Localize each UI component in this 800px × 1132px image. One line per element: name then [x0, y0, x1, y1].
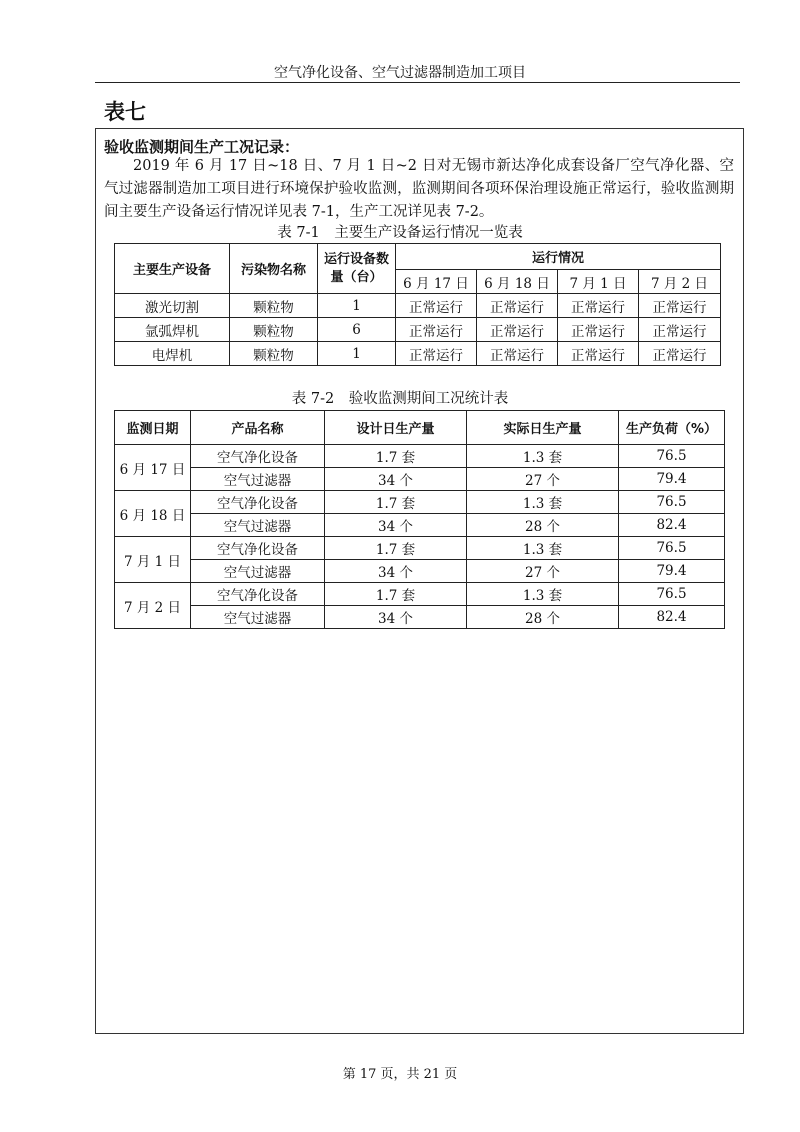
date-cell: 6 月 17 日	[115, 445, 191, 491]
status-cell: 正常运行	[558, 318, 639, 342]
table-row	[115, 294, 721, 318]
count-cell: 1	[318, 294, 396, 318]
load-cell: 76.5	[619, 445, 725, 468]
design-cell: 1.7 套	[325, 537, 467, 560]
status-cell: 正常运行	[639, 318, 721, 342]
header-product: 产品名称	[191, 411, 325, 445]
header-count: 运行设备数量（台）	[318, 244, 396, 294]
status-cell: 正常运行	[396, 342, 477, 366]
count-cell: 1	[318, 342, 396, 366]
date-cell: 7 月 1 日	[115, 537, 191, 583]
product-cell: 空气过滤器	[191, 514, 325, 537]
load-cell: 82.4	[619, 606, 725, 629]
table-row	[115, 491, 725, 514]
product-cell: 空气净化设备	[191, 491, 325, 514]
pollutant-cell: 颗粒物	[230, 342, 318, 366]
product-cell: 空气过滤器	[191, 468, 325, 491]
load-cell: 79.4	[619, 560, 725, 583]
actual-cell: 1.3 套	[467, 537, 619, 560]
header-equipment: 主要生产设备	[115, 244, 230, 294]
header-divider	[95, 82, 740, 83]
intro-paragraph: 2019 年 6 月 17 日~18 日、7 月 1 日~2 日对无锡市新达净化成套设备厂空气净化器、空气过滤器制造加工项目进行环境保护验收监测，监测期间各项环保治理设施正常运行，验收监测期间主要生产设备运行情况详见表 7-1，生产工况详见表 7-2。	[104, 158, 734, 220]
product-cell: 空气净化设备	[191, 445, 325, 468]
header-date: 7 月 2 日	[639, 270, 721, 294]
header-load: 生产负荷（%）	[619, 411, 725, 445]
pollutant-cell: 颗粒物	[230, 294, 318, 318]
header-date: 6 月 17 日	[396, 270, 477, 294]
table-row	[115, 318, 721, 342]
design-cell: 34 个	[325, 560, 467, 583]
status-cell: 正常运行	[558, 294, 639, 318]
actual-cell: 1.3 套	[467, 583, 619, 606]
table-row	[115, 560, 725, 583]
status-cell: 正常运行	[639, 294, 721, 318]
status-cell: 正常运行	[558, 342, 639, 366]
header-date: 监测日期	[115, 411, 191, 445]
actual-cell: 1.3 套	[467, 445, 619, 468]
equipment-cell: 激光切割	[115, 294, 230, 318]
load-cell: 76.5	[619, 537, 725, 560]
header-status: 运行情况	[396, 244, 721, 270]
table-row	[115, 342, 721, 366]
product-cell: 空气过滤器	[191, 560, 325, 583]
table1-caption: 表 7-1 主要生产设备运行情况一览表	[277, 225, 523, 241]
table2-caption: 表 7-2 验收监测期间工况统计表	[291, 391, 509, 407]
header-pollutant: 污染物名称	[230, 244, 318, 294]
table-row	[115, 468, 725, 491]
actual-cell: 27 个	[467, 468, 619, 491]
equipment-cell: 电焊机	[115, 342, 230, 366]
product-cell: 空气过滤器	[191, 606, 325, 629]
section-title: 表七	[104, 99, 146, 124]
table-row	[115, 514, 725, 537]
table-row	[115, 583, 725, 606]
status-cell: 正常运行	[477, 318, 558, 342]
status-cell: 正常运行	[396, 318, 477, 342]
actual-cell: 28 个	[467, 514, 619, 537]
design-cell: 34 个	[325, 468, 467, 491]
design-cell: 1.7 套	[325, 445, 467, 468]
date-cell: 7 月 2 日	[115, 583, 191, 629]
actual-cell: 27 个	[467, 560, 619, 583]
load-cell: 79.4	[619, 468, 725, 491]
actual-cell: 28 个	[467, 606, 619, 629]
header-design-output: 设计日生产量	[325, 411, 467, 445]
load-cell: 76.5	[619, 491, 725, 514]
header-date: 7 月 1 日	[558, 270, 639, 294]
product-cell: 空气净化设备	[191, 537, 325, 560]
equipment-cell: 氩弧焊机	[115, 318, 230, 342]
status-cell: 正常运行	[477, 342, 558, 366]
production-statistics-table	[114, 410, 725, 629]
header-date: 6 月 18 日	[477, 270, 558, 294]
pollutant-cell: 颗粒物	[230, 318, 318, 342]
document-header-title: 空气净化设备、空气过滤器制造加工项目	[274, 65, 526, 81]
design-cell: 34 个	[325, 606, 467, 629]
status-cell: 正常运行	[477, 294, 558, 318]
page-number: 第 17 页，共 21 页	[342, 1067, 458, 1082]
product-cell: 空气净化设备	[191, 583, 325, 606]
design-cell: 1.7 套	[325, 491, 467, 514]
table-row	[115, 537, 725, 560]
table-row	[115, 606, 725, 629]
load-cell: 76.5	[619, 583, 725, 606]
load-cell: 82.4	[619, 514, 725, 537]
equipment-status-table	[114, 243, 721, 366]
table-row	[115, 445, 725, 468]
date-cell: 6 月 18 日	[115, 491, 191, 537]
count-cell: 6	[318, 318, 396, 342]
design-cell: 34 个	[325, 514, 467, 537]
status-cell: 正常运行	[639, 342, 721, 366]
record-subheading: 验收监测期间生产工况记录：	[104, 138, 300, 156]
design-cell: 1.7 套	[325, 583, 467, 606]
header-actual-output: 实际日生产量	[467, 411, 619, 445]
actual-cell: 1.3 套	[467, 491, 619, 514]
status-cell: 正常运行	[396, 294, 477, 318]
